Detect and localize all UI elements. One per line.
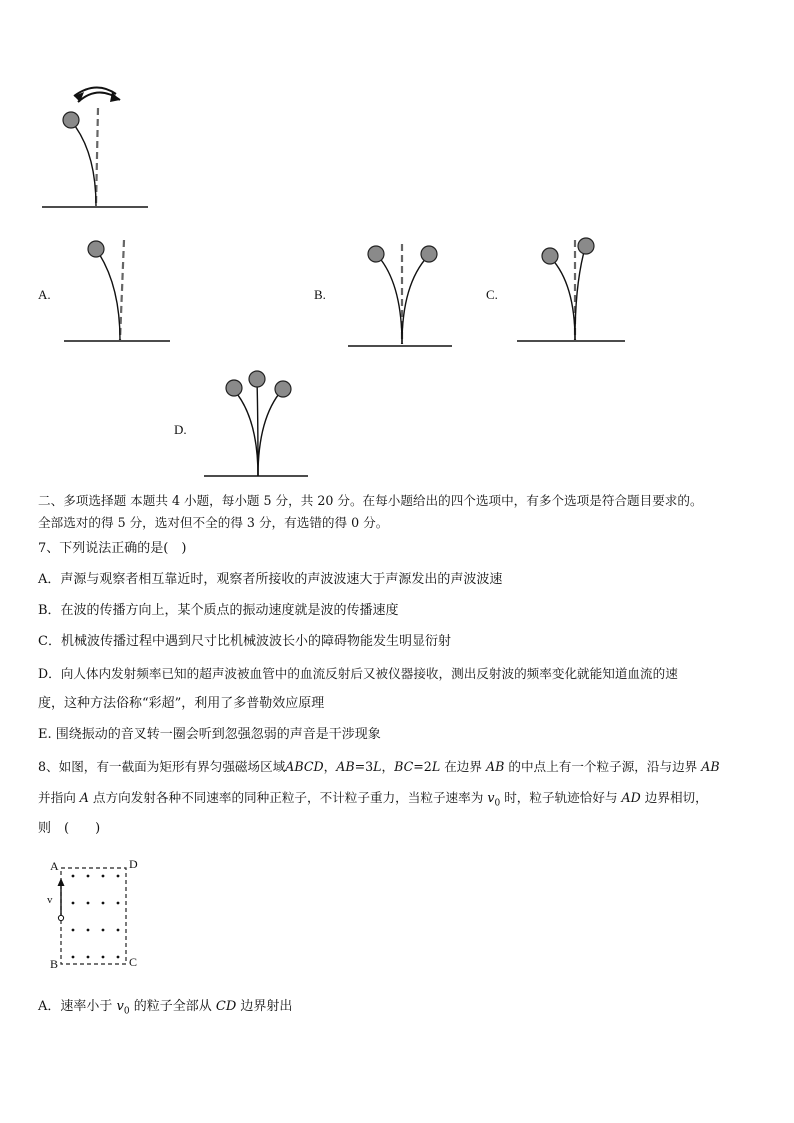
corner-label-a: A [50,859,59,873]
velocity-arrow-icon [58,878,65,886]
q7-option-a: A．声源与观察者相互靠近时，观察者所接收的声波波速大于声源发出的声波波速 [38,572,503,587]
figure-option-d [202,368,312,480]
q7-option-e: E. 围绕振动的音叉转一圈会听到忽强忽弱的声音是干涉现象 [38,727,381,742]
q8-stem-line3: 则 ( ) [38,821,101,836]
corner-label-b: B [50,957,59,971]
option-a-label: A. [38,287,51,302]
section-heading-line1: 二、多项选择题 本题共 4 小题，每小题 5 分，共 20 分。在每小题给出的四个选项中，有多个选项是符合题目要求的。 [38,493,703,508]
velocity-label: v [47,894,53,906]
option-d-label: D. [174,422,187,437]
q7-option-d-line2: 度，这种方法俗称“彩超”，利用了多普勒效应原理 [38,696,325,711]
option-c-label: C. [486,287,498,302]
option-b-label: B. [314,287,326,302]
particle-source-icon [58,915,63,920]
q7-stem: 7、下列说法正确的是( ) [38,541,187,556]
figure-option-c [515,234,627,344]
corner-label-d: D [129,857,138,871]
corner-label-c: C [129,955,138,969]
q8-stem-line2: 并指向 A 点方向发射各种不同速率的同种正粒子，不计粒子重力，当粒子速率为 $v_0$ 时，粒子轨迹恰好与 AD 边界相切， [38,790,708,809]
q7-option-d-line1: D．向人体内发射频率已知的超声波被血管中的血流反射后又被仪器接收，测出反射波的频率变化就能知道血流的速 [38,666,678,681]
q8-option-a: A．速率小于 $v_0$ 的粒子全部从 CD 边界射出 [38,999,293,1017]
figure-option-b [346,236,456,348]
q7-option-c: C．机械波传播过程中遇到尺寸比机械波波长小的障碍物能发生明显衍射 [38,634,451,649]
top-figure [38,82,158,212]
q7-option-b: B．在波的传播方向上，某个质点的振动速度就是波的传播速度 [38,603,399,618]
field-region-figure [56,864,132,970]
q8-stem-line1: 8、如图，有一截面为矩形有界匀强磁场区域ABCD，AB=3L，BC=2L 在边界 AB 的中点上有一个粒子源，沿与边界 AB [38,759,720,774]
section-heading-line2: 全部选对的得 5 分，选对但不全的得 3 分，有选错的得 0 分。 [38,515,389,530]
figure-option-a [62,236,174,344]
